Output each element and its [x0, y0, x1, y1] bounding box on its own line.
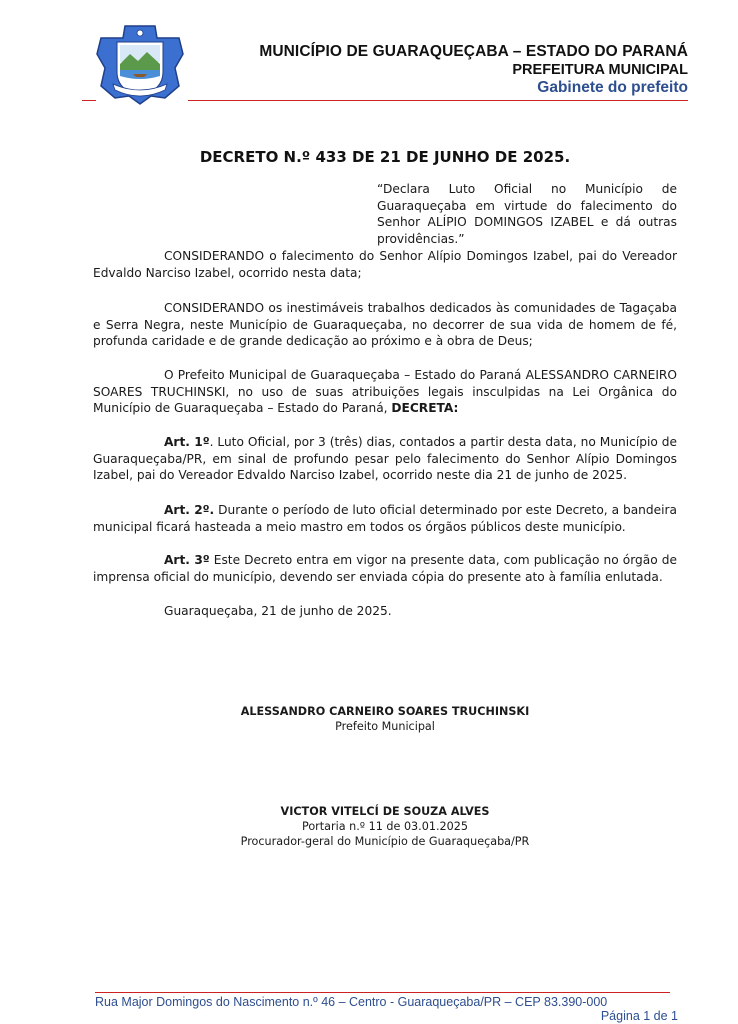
article-3-label: Art. 3º — [164, 553, 210, 567]
considerando-1: CONSIDERANDO o falecimento do Senhor Alípio Domingos Izabel, pai do Vereador Edvaldo Narciso Izabel, ocorrido nesta data; — [93, 249, 677, 280]
attorney-portaria: Portaria n.º 11 de 03.01.2025 — [301, 820, 468, 833]
considerando-2: CONSIDERANDO os inestimáveis trabalhos dedicados às comunidades de Tagaçaba e Serra Negra, neste Município de Guaraqueçaba, no decorrer de sua vida de homem de fé, profunda caridade e de grande dedicação ao próximo e à obra de Deus; — [93, 301, 677, 348]
article-3 — [93, 552, 677, 585]
article-2-label: Art. 2º. — [164, 503, 215, 517]
header-divider — [188, 100, 688, 101]
decree-ementa: “Declara Luto Oficial no Município de Guaraqueçaba em virtude do falecimento do Senhor ALÍPIO DOMINGOS IZABEL e dá outras providências.” — [377, 182, 677, 246]
article-1-text: . Luto Oficial, por 3 (três) dias, contados a partir desta data, no Município de Guaraqueçaba/PR, em sinal de profundo pesar pelo falecimento do Senhor Alípio Domingos Izabel, pai do Vereador Edvaldo Narciso Izabel, ocorrido neste dia 21 de junho de 2025. — [93, 435, 677, 482]
attorney-name: VICTOR VITELCÍ DE SOUZA ALVES — [280, 805, 490, 818]
header-gabinete: Gabinete do prefeito — [537, 79, 688, 96]
decreta-keyword: DECRETA: — [391, 401, 459, 415]
mayor-name: ALESSANDRO CARNEIRO SOARES TRUCHINSKI — [240, 705, 530, 718]
decreta-paragraph — [93, 367, 677, 417]
mayor-title: Prefeito Municipal — [335, 720, 435, 733]
article-1-label: Art. 1º — [164, 435, 210, 449]
article-3-text: Este Decreto entra em vigor na presente data, com publicação no órgão de imprensa oficial do município, devendo ser enviada cópia do presente ato à família enlutada. — [93, 553, 677, 584]
footer-address: Rua Major Domingos do Nascimento n.º 46 – Centro - Guaraqueçaba/PR – CEP 83.390-000 — [95, 995, 608, 1009]
article-1 — [93, 434, 677, 484]
place-date: Guaraqueçaba, 21 de junho de 2025. — [164, 604, 392, 618]
decree-title: DECRETO N.º 433 DE 21 DE JUNHO DE 2025. — [199, 148, 571, 166]
header-divider-left — [82, 100, 96, 101]
article-2 — [93, 502, 677, 535]
page-number: Página 1 de 1 — [600, 1009, 678, 1023]
header-prefeitura: PREFEITURA MUNICIPAL — [512, 62, 688, 78]
attorney-signature-block — [0, 804, 738, 849]
mayor-signature-block — [0, 704, 738, 734]
municipal-crest-icon — [95, 24, 185, 106]
article-2-text: Durante o período de luto oficial determinado por este Decreto, a bandeira municipal ficará hasteada a meio mastro em todos os órgãos públicos deste município. — [93, 503, 678, 534]
attorney-title: Procurador-geral do Município de Guaraqueçaba/PR — [240, 835, 530, 848]
decreta-text: O Prefeito Municipal de Guaraqueçaba – Estado do Paraná ALESSANDRO CARNEIRO SOARES TRUCHINSKI, no uso de suas atribuições legais insculpidas na Lei Orgânica do Município de Guaraqueçaba – Estado do Paraná, — [93, 368, 677, 415]
footer-divider — [95, 992, 670, 993]
header-municipality: MUNICÍPIO DE GUARAQUEÇABA – ESTADO DO PARANÁ — [259, 43, 688, 60]
